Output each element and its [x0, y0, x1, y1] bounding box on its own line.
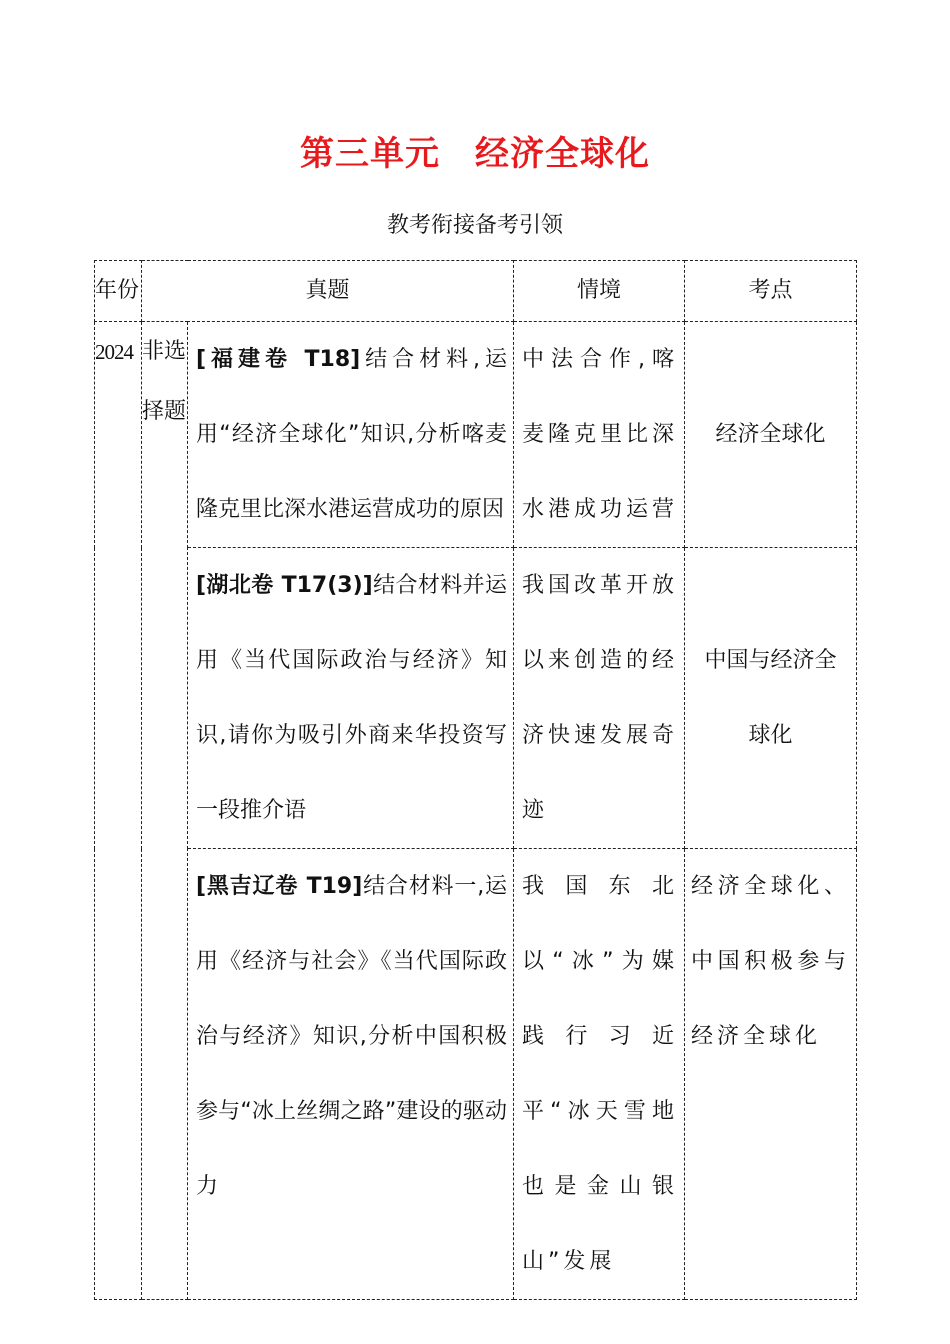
point-cell: 经济全球化 — [685, 322, 857, 548]
question-text: 结合材料一,运用《经济与社会》《当代国际政治与经济》知识,分析中国积极参与“冰上丝绸之路”建设的驱动力 — [196, 874, 508, 1199]
table-row — [95, 548, 857, 849]
table-row — [95, 322, 857, 548]
year-cell: 2024 — [95, 322, 142, 1300]
context-cell: 我国改革开放以来创造的经济快速发展奇迹 — [514, 548, 685, 849]
point-cell: 经济全球化、中国积极参与经济全球化 — [685, 849, 857, 1300]
unit-title: 第三单元 经济全球化 — [300, 134, 650, 174]
point-cell: 中国与经济全球化 — [685, 548, 857, 849]
header-question: 真题 — [142, 261, 514, 322]
header-year: 年份 — [95, 261, 142, 322]
table-header-row — [95, 261, 857, 322]
question-source: [福建卷 T18] — [196, 347, 361, 372]
context-cell: 我国东北以“冰”为媒践行习近平“冰天雪地也是金山银山”发展 — [514, 849, 685, 1300]
question-cell — [188, 322, 514, 548]
question-source: [黑吉辽卷 T19] — [196, 874, 363, 899]
question-type-cell: 非选择题 — [142, 322, 188, 1300]
question-text: 结合材料,运用“经济全球化”知识,分析喀麦隆克里比深水港运营成功的原因 — [196, 347, 508, 522]
exam-table — [94, 260, 857, 1300]
section-subtitle: 教考衔接备考引领 — [386, 213, 563, 238]
question-cell — [188, 849, 514, 1300]
question-text: 结合材料并运用《当代国际政治与经济》知识,请你为吸引外商来华投资写一段推介语 — [196, 573, 508, 823]
header-context: 情境 — [514, 261, 685, 322]
header-point: 考点 — [685, 261, 857, 322]
table-row — [95, 849, 857, 1300]
context-cell: 中法合作,喀麦隆克里比深水港成功运营 — [514, 322, 685, 548]
question-cell — [188, 548, 514, 849]
question-source: [湖北卷 T17(3)] — [196, 573, 373, 598]
